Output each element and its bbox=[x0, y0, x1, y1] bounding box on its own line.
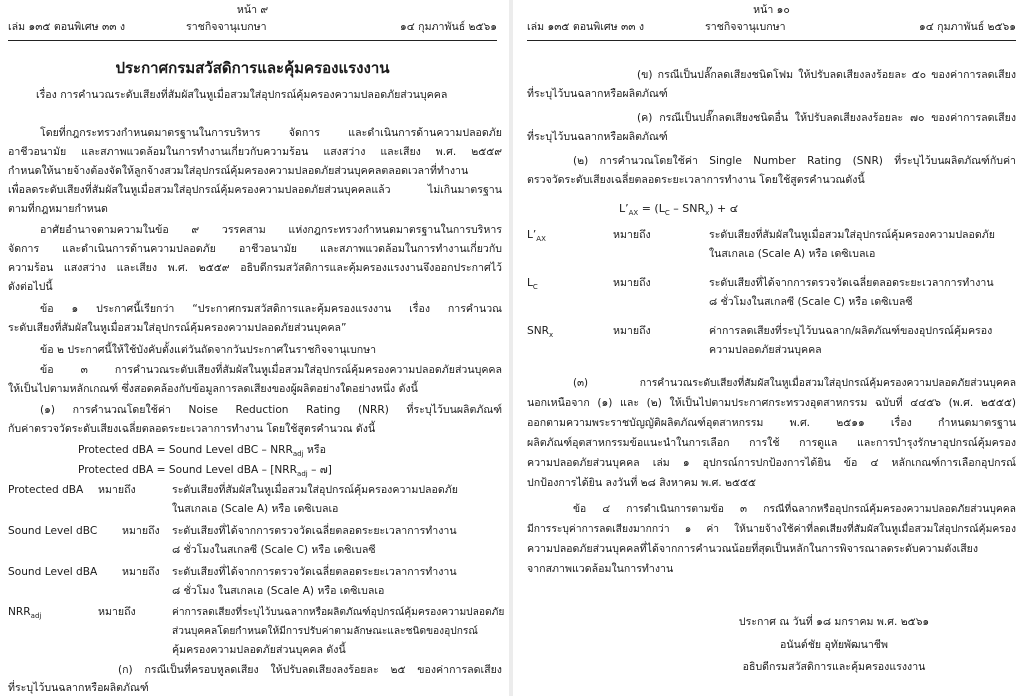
volume-info: เล่ม ๑๓๕ ตอนพิเศษ ๓๓ ง bbox=[8, 21, 126, 33]
formula-nrr-dbc: Protected dBA = Sound Level dBC – $NRR_{adj}$ หรือ bbox=[78, 444, 326, 459]
item-2-line: ตรวจวัดระดับเสียงเฉลี่ยตลอดระยะเวลาการทำงาน โดยใช้สูตรคำนวณดังนี้ bbox=[527, 174, 865, 186]
preamble-line: ตามที่กฎหมายกำหนด bbox=[8, 203, 108, 215]
right-page: หน้า ๑๐ เล่ม ๑๓๕ ตอนพิเศษ ๓๓ ง ราชกิจจานุเบกษา ๑๔ กุมภาพันธ์ ๒๕๖๑ (ข) กรณีเป็นปลั๊กลดเสียงชนิดโฟม ให้ปรับลดเสียงลงร้อยละ ๕๐ ของค่าการลดเสียง ที่ระบุไว้บนฉลากหรือผลิตภัณฑ์ (ค) กรณีเป็นปลั๊กลดเสียงชนิดอื่น ให้ปรับลดเสียงลงร้อยละ ๗๐ ของค่าการลดเสียง ที่ระบุไว้บนฉลากหรือผลิตภัณฑ์ (๒) การคำนวณโดยใช้ค่า Single Number Rating (SNR) ที่ระบุไว้บนผลิตภัณฑ์กับค่า ตรวจวัดระดับเสียงเฉลี่ยตลอดระยะเวลาการทำงาน โดยใช้สูตรคำนวณดังนี้ $L’_{AX} = (L_C - SNR_x)$ + ๔ $L’_{AX}$ หมายถึง ระดับเสียงที่สัมผัสในหูเมื่อสวมใส่อุปกรณ์คุ้มครองความปลอดภัย ในสเกลเอ (Scale A) หรือ เดซิเบลเอ $L_C$ หมายถึง ระดับเสียงที่ได้จากการตรวจวัดเฉลี่ยตลอดระยะเวลาการทำงาน ๘ ชั่วโมงในสเกลซี (Scale C) หรือ เดซิเบลซี $SNR_x$ หมายถึง ค่าการลดเสียงที่ระบุไว้บนฉลาก/ผลิตภัณฑ์ของอุปกรณ์คุ้มครอง ความปลอดภัยส่วนบุคคล (๓) การคำนวณระดับเสียงที่สัมผัสในหูเมื่อสวมใส่อุปกรณ์คุ้มครองความปลอดภัยส่วนบุคคล นอกเหนือจาก (๑) และ (๒) ให้เป็นไปตามประกาศกระทรวงอุตสาหกรรม ฉบับที่ ๔๔๕๖ (พ.ศ. ๒๕๕๕) ออกตามความพระราชบัญญัติผลิตภัณฑ์อุตสาหกรรม พ.ศ. ๒๕๑๑ เรื่อง กำหนดมาตรฐาน ผลิตภัณฑ์อุตสาหกรรมข้อแนะนำในการเลือก การใช้ การดูแล และการบำรุงรักษาอุปกรณ์คุ้มครอง ความปลอดภัยส่วนบุคคล เล่ม ๑ อุปกรณ์การปกป้องการได้ยิน ข้อ ๔ หลักเกณฑ์การเลือกอุปกรณ์ ปกป้องการได้ยิน ลงวันที่ ๒๘ สิงหาคม พ.ศ. ๒๕๕๕ ข้อ ๔ การดำเนินการตามข้อ ๓ กรณีที่ฉลากหรืออุปกรณ์คุ้มครองความปลอดภัยส่วนบุคคล มีการระบุค่าการลดเสียงมากกว่า ๑ ค่า ให้นายจ้างใช้ค่าที่ลดเสียงที่สัมผัสในหูเมื่อสวมใส่อุปกรณ์คุ้มครอง ความปลอดภัยส่วนบุคคลที่ได้จากการคำนวณน้อยที่สุดเป็นหลักในการพิจารณาลดระดับความดังเสียง จากสภาพแวดล้อมในการทำงาน ประกาศ ณ วันที่ ๑๘ มกราคม พ.ศ. ๒๕๖๑ อนันต์ชัย อุทัยพัฒนาชีพ อธิบดีกรมสวัสดิการและคุ้มครองแรงงาน bbox=[519, 0, 1024, 696]
item-3-line: นอกเหนือจาก (๑) และ (๒) ให้เป็นไปตามประกาศกระทรวงอุตสาหกรรม ฉบับที่ ๔๔๕๖ (พ.ศ. ๒๕๕๕) bbox=[527, 397, 1016, 409]
subitem-other-plug-cont: ที่ระบุไว้บนฉลากหรือผลิตภัณฑ์ bbox=[527, 131, 668, 143]
left-page: หน้า ๙ เล่ม ๑๓๕ ตอนพิเศษ ๓๓ ง ราชกิจจานุเบกษา ๑๔ กุมภาพันธ์ ๒๕๖๑ ประกาศกรมสวัสดิการและคุ้มครองแรงงาน เรื่อง การคำนวณระดับเสียงที่สัมผัสในหูเมื่อสวมใส่อุปกรณ์คุ้มครองความปลอดภัยส่วนบุคคล โดยที่กฎกระทรวงกำหนดมาตรฐานในการบริหาร จัดการ และดำเนินการด้านความปลอดภัย อาชีวอนามัย และสภาพแวดล้อมในการทำงานเกี่ยวกับความร้อน แสงสว่าง และเสียง พ.ศ. ๒๕๕๙ กำหนดให้นายจ้างต้องจัดให้ลูกจ้างสวมใส่อุปกรณ์คุ้มครองความปลอดภัยส่วนบุคคลตลอดเวลาที่ทำงาน เพื่อลดระดับเสียงที่สัมผัสในหูเมื่อสวมใส่อุปกรณ์คุ้มครองความปลอดภัยส่วนบุคคลแล้ว ไม่เกินมาตรฐาน ตามที่กฎหมายกำหนด อาศัยอำนาจตามความในข้อ ๙ วรรคสาม แห่งกฎกระทรวงกำหนดมาตรฐานในการบริหาร จัดการ และดำเนินการด้านความปลอดภัย อาชีวอนามัย และสภาพแวดล้อมในการทำงานเกี่ยวกับ ความร้อน แสงสว่าง และเสียง พ.ศ. ๒๕๕๙ อธิบดีกรมสวัสดิการและคุ้มครองแรงงานจึงออกประกาศไว้ ดังต่อไปนี้ ข้อ ๑ ประกาศนี้เรียกว่า “ประกาศกรมสวัสดิการและคุ้มครองแรงงาน เรื่อง การคำนวณ ระดับเสียงที่สัมผัสในหูเมื่อสวมใส่อุปกรณ์คุ้มครองความปลอดภัยส่วนบุคคล” ข้อ ๒ ประกาศนี้ให้ใช้บังคับตั้งแต่วันถัดจากวันประกาศในราชกิจจานุเบกษา ข้อ ๓ การคำนวณระดับเสียงที่สัมผัสในหูเมื่อสวมใส่อุปกรณ์คุ้มครองความปลอดภัยส่วนบุคคล ให้เป็นไปตามหลักเกณฑ์ ซึ่งสอดคล้องกับข้อมูลการลดเสียงของผู้ผลิตอย่างใดอย่างหนึ่ง ดังนี้ (๑) การคำนวณโดยใช้ค่า Noise Reduction Rating (NRR) ที่ระบุไว้บนผลิตภัณฑ์ กับค่าตรวจวัดระดับเสียงเฉลี่ยตลอดระยะเวลาการทำงาน โดยใช้สูตรคำนวณ ดังนี้ Protected dBA = Sound Level dBC – $NRR_{adj}$ หรือ Protected dBA = Sound Level dBA – [$NRR_{adj}$ – ๗] Protected dBA หมายถึง ระดับเสียงที่สัมผัสในหูเมื่อสวมใส่อุปกรณ์คุ้มครองความปลอดภัย ในสเกลเอ (Scale A) หรือ เดซิเบลเอ Sound Level dBC หมายถึง ระดับเสียงที่ได้จากการตรวจวัดเฉลี่ยตลอดระยะเวลาการทำงาน ๘ ชั่วโมงในสเกลซี (Scale C) หรือ เดซิเบลซี Sound Level dBA หมายถึง ระดับเสียงที่ได้จากการตรวจวัดเฉลี่ยตลอดระยะเวลาการทำงาน ๘ ชั่วโมง ในสเกลเอ (Scale A) หรือ เดซิเบลเอ $NRR_{adj}$ หมายถึง ค่าการลดเสียงที่ระบุไว้บนฉลากหรือผลิตภัณฑ์อุปกรณ์คุ้มครองความปลอดภัย ส่วนบุคคลโดยกำหนดให้มีการปรับค่าตามลักษณะและชนิดของอุปกรณ์ คุ้มครองความปลอดภัยส่วนบุคคล ดังนี้ (ก) กรณีเป็นที่ครอบหูลดเสียง ให้ปรับลดเสียงลงร้อยละ ๒๕ ของค่าการลดเสียง ที่ระบุไว้บนฉลากหรือผลิตภัณฑ์ bbox=[0, 0, 505, 696]
announcement-title: ประกาศกรมสวัสดิการและคุ้มครองแรงงาน bbox=[115, 59, 390, 77]
item-1-line: (๑) การคำนวณโดยใช้ค่า Noise Reduction Rating (NRR) ที่ระบุไว้บนผลิตภัณฑ์ bbox=[40, 404, 502, 416]
authority-line: จัดการ และดำเนินการด้านความปลอดภัย อาชีวอนามัย และสภาพแวดล้อมในการทำงานเกี่ยวกับ bbox=[8, 243, 502, 255]
clause-3-line: ข้อ ๓ การคำนวณระดับเสียงที่สัมผัสในหูเมื่อสวมใส่อุปกรณ์คุ้มครองความปลอดภัยส่วนบุคคล bbox=[40, 364, 502, 376]
clause-3-line: ให้เป็นไปตามหลักเกณฑ์ ซึ่งสอดคล้องกับข้อมูลการลดเสียงของผู้ผลิตอย่างใดอย่างหนึ่ง ดังนี้ bbox=[8, 383, 418, 395]
item-3-line: (๓) การคำนวณระดับเสียงที่สัมผัสในหูเมื่อสวมใส่อุปกรณ์คุ้มครองความปลอดภัยส่วนบุคคล bbox=[573, 377, 1016, 389]
page-number: หน้า ๙ bbox=[236, 4, 269, 16]
item-3-line: ผลิตภัณฑ์อุตสาหกรรมข้อแนะนำในการเลือก การใช้ การดูแล และการบำรุงรักษาอุปกรณ์คุ้มครอง bbox=[527, 437, 1016, 449]
page-gutter bbox=[509, 0, 513, 696]
publish-date: ๑๔ กุมภาพันธ์ ๒๕๖๑ bbox=[400, 21, 497, 33]
clause-2: ข้อ ๒ ประกาศนี้ให้ใช้บังคับตั้งแต่วันถัดจากวันประกาศในราชกิจจานุเบกษา bbox=[40, 344, 377, 356]
page-number: หน้า ๑๐ bbox=[753, 4, 790, 16]
volume-info: เล่ม ๑๓๕ ตอนพิเศษ ๓๓ ง bbox=[527, 21, 645, 33]
header-rule bbox=[8, 40, 497, 41]
formula-snr: $L’_{AX} = (L_C - SNR_x)$ + ๔ bbox=[619, 202, 739, 218]
preamble-line: อาชีวอนามัย และสภาพแวดล้อมในการทำงานเกี่ยวกับความร้อน แสงสว่าง และเสียง พ.ศ. ๒๕๕๙ bbox=[8, 146, 502, 158]
subitem-other-plug: (ค) กรณีเป็นปลั๊กลดเสียงชนิดอื่น ให้ปรับลดเสียงลงร้อยละ ๗๐ ของค่าการลดเสียง bbox=[637, 112, 1016, 124]
announcement-date: ประกาศ ณ วันที่ ๑๘ มกราคม พ.ศ. ๒๕๖๑ bbox=[738, 616, 930, 628]
clause-4-line: มีการระบุค่าการลดเสียงมากกว่า ๑ ค่า ให้นายจ้างใช้ค่าที่ลดเสียงที่สัมผัสในหูเมื่อสวมใส่อุปกรณ์คุ้มครอง bbox=[527, 523, 1016, 535]
clause-4-line: ข้อ ๔ การดำเนินการตามข้อ ๓ กรณีที่ฉลากหรืออุปกรณ์คุ้มครองความปลอดภัยส่วนบุคคล bbox=[573, 503, 1016, 515]
preamble-line: เพื่อลดระดับเสียงที่สัมผัสในหูเมื่อสวมใส่อุปกรณ์คุ้มครองความปลอดภัยส่วนบุคคลแล้ว ไม่เกินมาตรฐาน bbox=[8, 184, 502, 196]
page-header bbox=[527, 18, 1016, 38]
formula-nrr-dba: Protected dBA = Sound Level dBA – [$NRR_{adj}$ – ๗] bbox=[78, 464, 332, 479]
item-1-line: กับค่าตรวจวัดระดับเสียงเฉลี่ยตลอดระยะเวลาการทำงาน โดยใช้สูตรคำนวณ ดังนี้ bbox=[8, 423, 376, 435]
item-3-line: ความปลอดภัยส่วนบุคคล เล่ม ๑ อุปกรณ์การปกป้องการได้ยิน ข้อ ๔ หลักเกณฑ์การเลือกอุปกรณ์ bbox=[527, 457, 1016, 469]
item-3-line: ปกป้องการได้ยิน ลงวันที่ ๒๘ สิงหาคม พ.ศ. ๒๕๕๕ bbox=[527, 477, 757, 489]
gazette-name: ราชกิจจานุเบกษา bbox=[186, 21, 267, 33]
authority-line: ดังต่อไปนี้ bbox=[8, 281, 53, 293]
clause-1-line: ข้อ ๑ ประกาศนี้เรียกว่า “ประกาศกรมสวัสดิการและคุ้มครองแรงงาน เรื่อง การคำนวณ bbox=[40, 303, 502, 315]
subitem-foam-plug: (ข) กรณีเป็นปลั๊กลดเสียงชนิดโฟม ให้ปรับลดเสียงลงร้อยละ ๕๐ ของค่าการลดเสียง bbox=[637, 69, 1016, 81]
item-3-line: ออกตามความพระราชบัญญัติผลิตภัณฑ์อุตสาหกรรม พ.ศ. ๒๕๑๑ เรื่อง กำหนดมาตรฐาน bbox=[527, 417, 1016, 429]
clause-4-line: ความปลอดภัยส่วนบุคคลที่ได้จากการคำนวณน้อยที่สุดเป็นหลักในการพิจารณาลดระดับความดังเสียง bbox=[527, 543, 979, 555]
gazette-name: ราชกิจจานุเบกษา bbox=[705, 21, 786, 33]
preamble-line: กำหนดให้นายจ้างต้องจัดให้ลูกจ้างสวมใส่อุปกรณ์คุ้มครองความปลอดภัยส่วนบุคคลตลอดเวลาที่ทำงาน bbox=[8, 165, 469, 177]
authority-line: ความร้อน แสงสว่าง และเสียง พ.ศ. ๒๕๕๙ อธิบดีกรมสวัสดิการและคุ้มครองแรงงานจึงออกประกาศไว้ bbox=[8, 262, 502, 274]
page-header bbox=[8, 18, 497, 38]
subitem-earmuff-cont: ที่ระบุไว้บนฉลากหรือผลิตภัณฑ์ bbox=[8, 682, 149, 694]
clause-1-line: ระดับเสียงที่สัมผัสในหูเมื่อสวมใส่อุปกรณ์คุ้มครองความปลอดภัยส่วนบุคคล” bbox=[8, 322, 347, 334]
publish-date: ๑๔ กุมภาพันธ์ ๒๕๖๑ bbox=[919, 21, 1016, 33]
announcement-subject: เรื่อง การคำนวณระดับเสียงที่สัมผัสในหูเมื่อสวมใส่อุปกรณ์คุ้มครองความปลอดภัยส่วนบุคคล bbox=[36, 89, 448, 101]
subitem-earmuff: (ก) กรณีเป็นที่ครอบหูลดเสียง ให้ปรับลดเสียงลงร้อยละ ๒๕ ของค่าการลดเสียง bbox=[118, 664, 502, 676]
preamble-line: โดยที่กฎกระทรวงกำหนดมาตรฐานในการบริหาร จัดการ และดำเนินการด้านความปลอดภัย bbox=[40, 127, 502, 139]
header-rule bbox=[527, 40, 1016, 41]
subitem-foam-plug-cont: ที่ระบุไว้บนฉลากหรือผลิตภัณฑ์ bbox=[527, 88, 668, 100]
item-2-line: (๒) การคำนวณโดยใช้ค่า Single Number Rating (SNR) ที่ระบุไว้บนผลิตภัณฑ์กับค่า bbox=[573, 155, 1016, 167]
signer-position: อธิบดีกรมสวัสดิการและคุ้มครองแรงงาน bbox=[742, 661, 926, 673]
signer-name: อนันต์ชัย อุทัยพัฒนาชีพ bbox=[780, 639, 888, 651]
authority-line: อาศัยอำนาจตามความในข้อ ๙ วรรคสาม แห่งกฎกระทรวงกำหนดมาตรฐานในการบริหาร bbox=[40, 224, 502, 236]
clause-4-line: จากสภาพแวดล้อมในการทำงาน bbox=[527, 563, 674, 575]
